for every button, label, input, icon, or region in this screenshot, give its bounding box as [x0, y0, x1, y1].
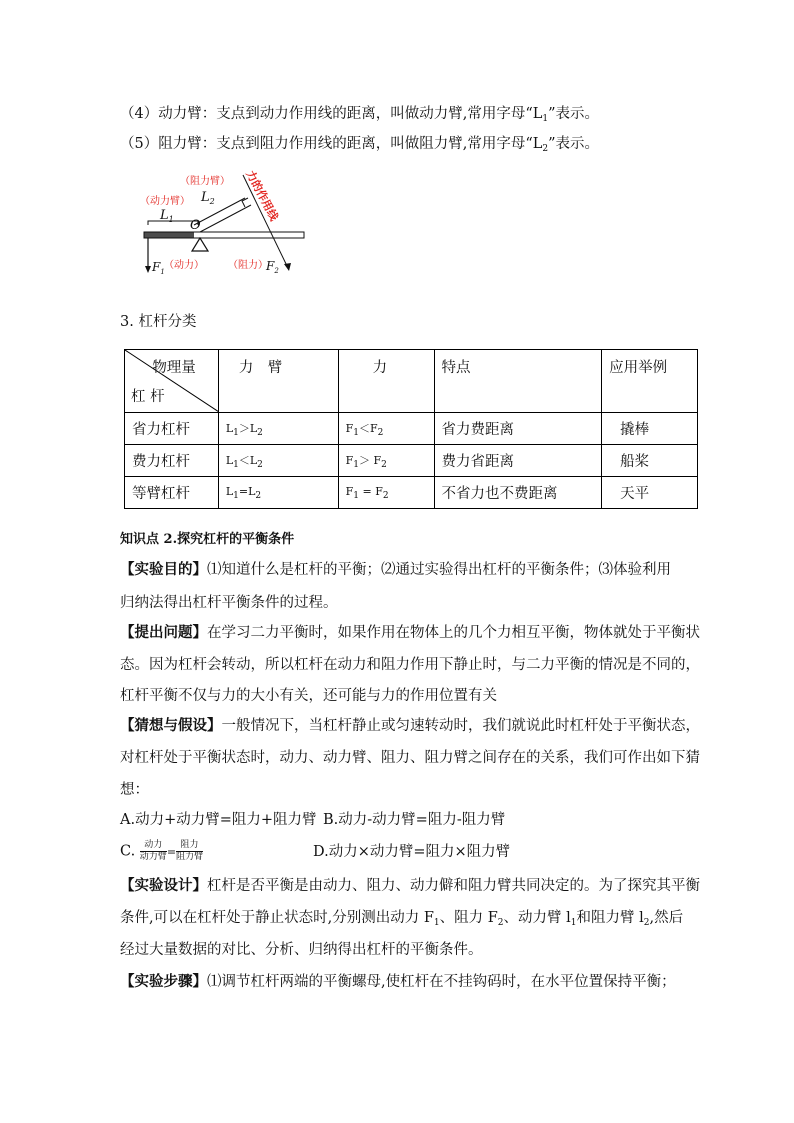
row-feature: 费力省距离: [434, 445, 602, 477]
row-arm-relation: $L_1<L_2$: [218, 445, 338, 477]
question-line-1: 【提出问题】在学习二力平衡时，如果作用在物体上的几个力相互平衡，物体就处于平衡状: [120, 624, 700, 641]
fulcrum-triangle: [192, 238, 208, 251]
lever-diagram: [138, 165, 308, 280]
diag-header-bottom: 杠 杆: [131, 389, 165, 405]
label-l1: $L_1$: [160, 208, 174, 224]
row-arm-relation: $L_1>L_2$: [218, 413, 338, 445]
row-force-relation: $F_1 = F_2$: [338, 477, 434, 509]
fraction-left: $\frac{\text{动力}}{\text{动力臂}}$: [139, 840, 167, 862]
diag-header-top: 物理量: [152, 360, 196, 376]
section-3-title: 3. 杠杆分类: [120, 314, 197, 330]
label-o: O: [190, 218, 201, 233]
row-force-relation: $F_1> F_2$: [338, 445, 434, 477]
header-arm: 力 臂: [218, 350, 338, 413]
header-feature: 特点: [434, 350, 602, 413]
lever-classification-table: [124, 349, 698, 509]
header-example: 应用举例: [602, 350, 698, 413]
row-example: 撬棒: [602, 413, 698, 445]
kp2-title: 知识点 2.探究杠杆的平衡条件: [120, 532, 295, 547]
label-line-of-action: 力的作用线: [243, 168, 281, 223]
hypothesis-line-3: 想：: [120, 782, 149, 798]
lever-beam: [144, 232, 304, 238]
row-arm-relation: $L_1=L_2$: [218, 477, 338, 509]
table-row: [125, 413, 698, 445]
label-f1-tag: （动力）: [164, 260, 204, 271]
purpose-line-1: 【实验目的】⑴知道什么是杠杆的平衡；⑵通过实验得出杠杆的平衡条件；⑶体验利用: [120, 561, 671, 578]
label-dongli-bi: （动力臂）: [140, 196, 190, 207]
question-line-2: 态。因为杠杆会转动，所以杠杆在动力和阻力作用下静止时，与二力平衡的情况是不同的，: [120, 657, 700, 673]
steps-line-1: 【实验步骤】⑴调节杠杆两端的平衡螺母,使杠杆在不挂钩码时，在水平位置保持平衡；: [120, 973, 676, 990]
table-header-row: [125, 350, 698, 413]
table-row: [125, 445, 698, 477]
row-feature: 不省力也不费距离: [434, 477, 602, 509]
row-feature: 省力费距离: [434, 413, 602, 445]
row-example: 天平: [602, 477, 698, 509]
label-f2: $F_2$: [266, 259, 279, 275]
option-d: D.动力×动力臂=阻力×阻力臂: [313, 844, 511, 860]
l2-arm-line: [200, 205, 251, 232]
table-row: [125, 477, 698, 509]
label-f2-tag: （阻力）: [228, 260, 268, 271]
fraction-right: $\frac{\text{阻力}}{\text{阻力臂}}$: [176, 840, 204, 862]
purpose-line-2: 归纳法得出杠杆平衡条件的过程。: [120, 595, 338, 611]
label-f1: $F_1$: [152, 260, 165, 276]
row-example: 船桨: [602, 445, 698, 477]
row-type: 费力杠杆: [125, 445, 219, 477]
row-type: 省力杠杆: [125, 413, 219, 445]
row-type: 等臂杠杆: [125, 477, 219, 509]
diagonal-header-cell: [125, 350, 219, 413]
hypothesis-line-1: 【猜想与假设】一般情况下，当杠杆静止或匀速转动时，我们就说此时杠杆处于平衡状态，: [120, 717, 700, 734]
definition-zuli-bi: （5）阻力臂：支点到阻力作用线的距离，叫做阻力臂,常用字母“$L_2$”表示。: [120, 136, 600, 154]
option-c: C. $\frac{\text{动力}}{\text{动力臂}}$ = $\frac{\text{阻力}}{\text{阻力臂}}$: [120, 840, 204, 862]
design-line-3: 经过大量数据的对比、分析、归纳得出杠杆的平衡条件。: [120, 942, 483, 958]
hypothesis-line-2: 对杠杆处于平衡状态时，动力、动力臂、阻力、阻力臂之间存在的关系，我们可作出如下猜: [120, 750, 700, 766]
definition-dongli-bi: （4）动力臂：支点到动力作用线的距离，叫做动力臂,常用字母“$L_1$”表示。: [120, 106, 600, 124]
question-line-3: 杠杆平衡不仅与力的大小有关，还可能与力的作用位置有关: [120, 688, 497, 704]
design-line-1: 【实验设计】杠杆是否平衡是由动力、阻力、动力僻和阻力臂共同决定的。为了探究其平衡: [120, 877, 700, 894]
option-b: B.动力-动力臂=阻力-阻力臂: [323, 812, 506, 828]
label-l2: $L_2$: [201, 190, 215, 206]
option-a: A.动力+动力臂=阻力+阻力臂: [120, 812, 317, 828]
row-force-relation: $F_1<F_2$: [338, 413, 434, 445]
label-zuli-bi: （阻力臂）: [180, 176, 230, 187]
header-force: 力: [338, 350, 434, 413]
design-line-2: 条件,可以在杠杆处于静止状态时,分别测出动力 $F_1$、阻力 $F_2$、动力臂 $l_1$和阻力臂 $l_2$,然后: [120, 910, 684, 928]
